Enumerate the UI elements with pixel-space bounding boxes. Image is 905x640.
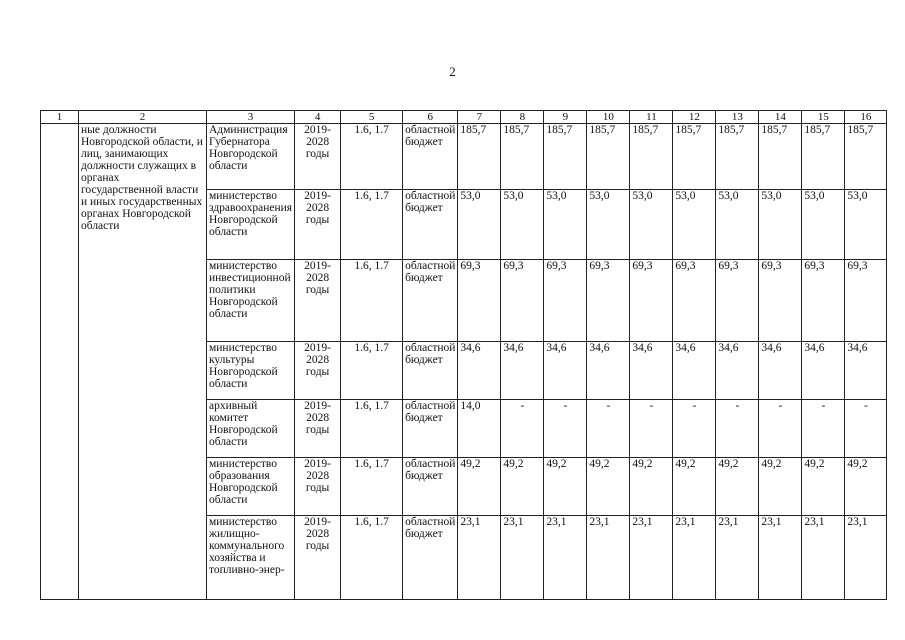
- header-cell: 6: [403, 111, 458, 124]
- value-cell: 69,3: [630, 260, 673, 342]
- value-cell: 69,3: [544, 260, 587, 342]
- value-cell: 185,7: [845, 124, 887, 190]
- budget-table: [40, 110, 887, 600]
- value-cell: 49,2: [673, 458, 716, 516]
- value-cell: 185,7: [802, 124, 845, 190]
- value-cell: 14,0: [458, 400, 501, 458]
- value-cell: 185,7: [544, 124, 587, 190]
- value-cell: 34,6: [673, 342, 716, 400]
- indicator-cell: 1.6, 1.7: [341, 516, 403, 600]
- indicator-cell: 1.6, 1.7: [341, 400, 403, 458]
- header-cell: 4: [295, 111, 341, 124]
- value-cell: 69,3: [501, 260, 544, 342]
- period-cell: 2019-2028 годы: [295, 260, 341, 342]
- value-cell: 49,2: [759, 458, 802, 516]
- header-cell: 3: [207, 111, 295, 124]
- header-cell: 8: [501, 111, 544, 124]
- value-cell: 69,3: [759, 260, 802, 342]
- value-cell: -: [716, 400, 759, 458]
- value-cell: 185,7: [630, 124, 673, 190]
- period-cell: 2019-2028 годы: [295, 400, 341, 458]
- value-cell: 69,3: [845, 260, 887, 342]
- header-cell: 11: [630, 111, 673, 124]
- source-cell: областной бюджет: [403, 458, 458, 516]
- value-cell: 34,6: [544, 342, 587, 400]
- executor-cell: архивный комитет Новгородской области: [207, 400, 295, 458]
- value-cell: 185,7: [673, 124, 716, 190]
- measure-description: ные должности Новгородской области, и лиц, занимающих должности служащих в органах государственной власти и иных государственных органах Новгородской области: [79, 124, 207, 600]
- indicator-cell: 1.6, 1.7: [341, 458, 403, 516]
- value-cell: 49,2: [716, 458, 759, 516]
- executor-cell: министерство здравоохранения Новгородской области: [207, 190, 295, 260]
- page-number: 2: [449, 64, 456, 79]
- value-cell: 49,2: [544, 458, 587, 516]
- value-cell: 23,1: [630, 516, 673, 600]
- value-cell: -: [544, 400, 587, 458]
- header-cell: 15: [802, 111, 845, 124]
- table-row: [41, 124, 887, 190]
- source-cell: областной бюджет: [403, 190, 458, 260]
- source-cell: областной бюджет: [403, 260, 458, 342]
- value-cell: -: [759, 400, 802, 458]
- value-cell: 23,1: [759, 516, 802, 600]
- value-cell: 69,3: [802, 260, 845, 342]
- executor-cell: Администрация Губернатора Новгородской области: [207, 124, 295, 190]
- indicator-cell: 1.6, 1.7: [341, 342, 403, 400]
- value-cell: 69,3: [587, 260, 630, 342]
- value-cell: 23,1: [673, 516, 716, 600]
- value-cell: 53,0: [458, 190, 501, 260]
- value-cell: 69,3: [673, 260, 716, 342]
- value-cell: 49,2: [630, 458, 673, 516]
- value-cell: 34,6: [802, 342, 845, 400]
- value-cell: 185,7: [501, 124, 544, 190]
- header-cell: 5: [341, 111, 403, 124]
- value-cell: 69,3: [458, 260, 501, 342]
- value-cell: 34,6: [587, 342, 630, 400]
- value-cell: 53,0: [673, 190, 716, 260]
- value-cell: -: [630, 400, 673, 458]
- value-cell: -: [802, 400, 845, 458]
- value-cell: 23,1: [544, 516, 587, 600]
- value-cell: 185,7: [716, 124, 759, 190]
- executor-cell: министерство культуры Новгородской области: [207, 342, 295, 400]
- value-cell: 23,1: [845, 516, 887, 600]
- source-cell: областной бюджет: [403, 400, 458, 458]
- value-cell: 53,0: [716, 190, 759, 260]
- indicator-cell: 1.6, 1.7: [341, 190, 403, 260]
- value-cell: 34,6: [458, 342, 501, 400]
- value-cell: 49,2: [845, 458, 887, 516]
- period-cell: 2019-2028 годы: [295, 342, 341, 400]
- indicator-cell: 1.6, 1.7: [341, 260, 403, 342]
- header-cell: 9: [544, 111, 587, 124]
- header-cell: 16: [845, 111, 887, 124]
- value-cell: 23,1: [501, 516, 544, 600]
- header-cell: 7: [458, 111, 501, 124]
- header-cell: 1: [41, 111, 79, 124]
- value-cell: 49,2: [501, 458, 544, 516]
- value-cell: 23,1: [802, 516, 845, 600]
- value-cell: 69,3: [716, 260, 759, 342]
- indicator-cell: 1.6, 1.7: [341, 124, 403, 190]
- value-cell: 34,6: [501, 342, 544, 400]
- period-cell: 2019-2028 годы: [295, 190, 341, 260]
- value-cell: -: [501, 400, 544, 458]
- value-cell: 23,1: [587, 516, 630, 600]
- header-cell: 12: [673, 111, 716, 124]
- value-cell: 53,0: [630, 190, 673, 260]
- value-cell: 53,0: [587, 190, 630, 260]
- source-cell: областной бюджет: [403, 342, 458, 400]
- source-cell: областной бюджет: [403, 516, 458, 600]
- source-cell: областной бюджет: [403, 124, 458, 190]
- value-cell: 23,1: [716, 516, 759, 600]
- value-cell: 49,2: [458, 458, 501, 516]
- period-cell: 2019-2028 годы: [295, 516, 341, 600]
- value-cell: 34,6: [630, 342, 673, 400]
- row-number-cell: [41, 124, 79, 600]
- value-cell: -: [673, 400, 716, 458]
- value-cell: 185,7: [458, 124, 501, 190]
- period-cell: 2019-2028 годы: [295, 458, 341, 516]
- executor-cell: министерство инвестиционной политики Новгородской области: [207, 260, 295, 342]
- value-cell: 34,6: [759, 342, 802, 400]
- value-cell: 49,2: [802, 458, 845, 516]
- header-cell: 13: [716, 111, 759, 124]
- header-cell: 2: [79, 111, 207, 124]
- value-cell: -: [845, 400, 887, 458]
- header-cell: 10: [587, 111, 630, 124]
- value-cell: 53,0: [501, 190, 544, 260]
- executor-cell: министерство образования Новгородской области: [207, 458, 295, 516]
- executor-cell: министерство жилищно-коммунального хозяйства и топливно-энер-: [207, 516, 295, 600]
- period-cell: 2019-2028 годы: [295, 124, 341, 190]
- value-cell: 23,1: [458, 516, 501, 600]
- value-cell: 53,0: [759, 190, 802, 260]
- value-cell: 53,0: [802, 190, 845, 260]
- header-cell: 14: [759, 111, 802, 124]
- value-cell: 49,2: [587, 458, 630, 516]
- value-cell: 53,0: [845, 190, 887, 260]
- value-cell: -: [587, 400, 630, 458]
- value-cell: 185,7: [759, 124, 802, 190]
- value-cell: 34,6: [716, 342, 759, 400]
- value-cell: 185,7: [587, 124, 630, 190]
- header-row: [41, 111, 887, 124]
- value-cell: 53,0: [544, 190, 587, 260]
- value-cell: 34,6: [845, 342, 887, 400]
